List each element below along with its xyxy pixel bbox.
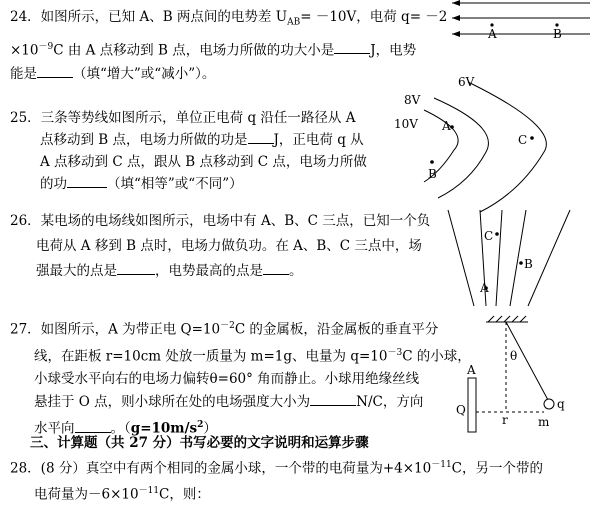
q27-label-m: m [538,415,550,429]
q27-metal-plate [468,378,476,432]
q26-label-a: A [479,281,489,295]
q24-line3-a: 能是 [10,66,37,82]
q26-point-c [495,232,499,236]
q26-line3-c: 。 [289,263,303,279]
q25-figure [390,72,580,212]
q27-line2-b: C 的小球， [402,348,471,364]
q28-line1-a: 28．(8 分）真空中有两个相同的金属小球，一个带的电荷量为+4×10 [10,461,431,477]
q24-line-2 [10,36,447,62]
q24-exponent: －9 [39,42,54,52]
question-24 [10,6,447,85]
q24-arrowhead-1 [452,0,460,6]
q25-point-a [450,125,454,129]
q24-line1-b: = －10V，电荷 q= －2 [300,9,447,25]
q25-point-c [530,136,534,140]
q25-curve-6v [468,82,546,212]
q25-label-10v: 10V [394,117,418,131]
q27-line5-d: ） [203,421,217,437]
q27-label-theta: θ [510,349,517,363]
q27-ceiling-hatch-2 [496,316,502,322]
q25-label-a: A [441,119,451,133]
q27-label-a: A [466,363,476,377]
question-28 [10,454,543,505]
q24-energy-blank[interactable] [37,63,73,78]
q25-line-2 [10,129,367,151]
q24-uab-subscript: AB [287,18,300,28]
q28-line-1 [10,454,543,480]
q27-line4-a: 悬挂于 O 点，则小球所在处的电场强度大小为 [34,394,310,410]
q27-label-r: r [502,413,508,427]
q24-arrowhead-2 [452,15,460,21]
q26-label-c: C [484,229,493,243]
q27-gravity-value: g=10m/s [131,421,197,437]
q24-line-3 [10,63,447,85]
q27-ceiling-hatch-5 [520,316,526,322]
q27-ceiling-hatch-4 [512,316,518,322]
q25-label-b: B [428,167,437,181]
q24-figure [452,0,592,40]
q25-line-1: 25．三条等势线如图所示，单位正电荷 q 沿任一路径从 A [10,107,367,129]
q28-exponent-1: －11 [431,460,451,470]
q27-direction-blank[interactable] [75,418,111,433]
q24-line2-a: ×10 [10,42,39,58]
q26-line3-b: ，电势最高的点是 [155,263,263,279]
q26-label-b: B [524,257,533,271]
q26-field-line-5 [528,210,570,306]
q26-field-line-1 [448,210,474,306]
q26-point-b [519,261,523,265]
q24-arrowhead-3 [452,31,460,37]
q26-line-3 [10,260,430,282]
q27-line1-a: 27．如图所示，A 为带正电 Q=10 [10,322,220,338]
q28-line1-b: C，另一个带的 [452,461,543,477]
q26-line-1: 26．某电场的电场线如图所示，电场中有 A、B、C 三点，已知一个负 [10,210,430,232]
q24-line1-a: 24．如图所示，已知 A、B 两点间的电势差 U [10,9,287,25]
q27-ball [544,399,554,409]
q27-figure [458,318,578,438]
q26-strongest-blank[interactable] [117,260,155,275]
q24-line3-b: （填“增大”或“减小”）。 [73,66,215,82]
q26-field-line-3 [496,210,502,306]
q28-line-2 [10,480,543,505]
q24-line-1 [10,6,447,34]
q27-label-q: q [557,397,565,411]
q25-work-blank[interactable] [248,129,274,144]
q28-line2-a: 电荷量为－6×10 [34,486,139,502]
q25-label-8v: 8V [404,93,421,107]
q27-charge-exponent: －3 [387,348,402,358]
question-26 [10,210,430,282]
q26-line-2: 电荷从 A 移到 B 点时，电场力做负功。在 A、B、C 三点中，场 [10,235,430,257]
q28-line2-b: C，则： [159,486,210,502]
q27-line1-b: C 的金属板，沿金属板的垂直平分 [235,322,439,338]
q24-label-a: A [487,27,497,41]
section-3-heading: 三、计算题（共 27 分）书写必要的文字说明和运算步骤 [30,432,369,454]
q25-point-b [430,160,434,164]
q27-ceiling-hatch-1 [488,316,494,322]
q27-ceiling-hatch-3 [504,316,510,322]
q25-line4-b: （填“相等”或“不同”） [107,176,243,192]
q27-gravity-exponent: 2 [197,420,203,430]
q27-line-2 [10,342,471,369]
q27-q-exponent: －2 [220,321,235,331]
q25-compare-blank[interactable] [67,173,107,188]
q25-line4-a: 的功 [40,176,67,192]
q24-work-blank[interactable] [334,39,370,54]
q27-line-3: 小球受水平向右的电场力偏转θ=60° 角而静止。小球用绝缘丝线 [10,368,471,391]
q25-curve-8v [434,98,488,198]
q25-line2-b: J，正电荷 q 从 [274,132,364,148]
q25-line-4 [10,173,367,195]
q27-line-4 [10,391,471,414]
q24-line2-c: J，电势 [370,42,416,58]
q27-line4-b: N/C，方向 [356,394,423,410]
q26-potential-blank[interactable] [263,260,289,275]
q25-label-6v: 6V [458,75,475,89]
q27-field-strength-blank[interactable] [310,391,356,406]
q27-label-q-charge: Q [456,403,466,417]
q27-line2-a: 线，在距板 r=10cm 处放一质量为 m=1g、电量为 q=10 [34,348,387,364]
q27-line5-b: 。（ [111,421,131,437]
q28-exponent-2: －11 [139,486,159,496]
q24-label-b: B [553,27,562,41]
q27-line5-a: 水平向 [34,421,75,437]
q26-figure [446,208,576,308]
q25-line2-a: 点移动到 B 点，电场力所做的功是 [40,132,248,148]
q26-line3-a: 强最大的点是 [36,263,117,279]
q24-line2-b: C 由 A 点移动到 B 点，电场力所做的功大小是 [53,42,334,58]
question-25 [10,107,367,195]
q27-line-1 [10,315,471,342]
q25-label-c: C [518,133,527,147]
q25-line-3: A 点移动到 C 点，跟从 B 点移动到 C 点，电场力所做 [10,151,367,173]
question-27 [10,315,471,441]
